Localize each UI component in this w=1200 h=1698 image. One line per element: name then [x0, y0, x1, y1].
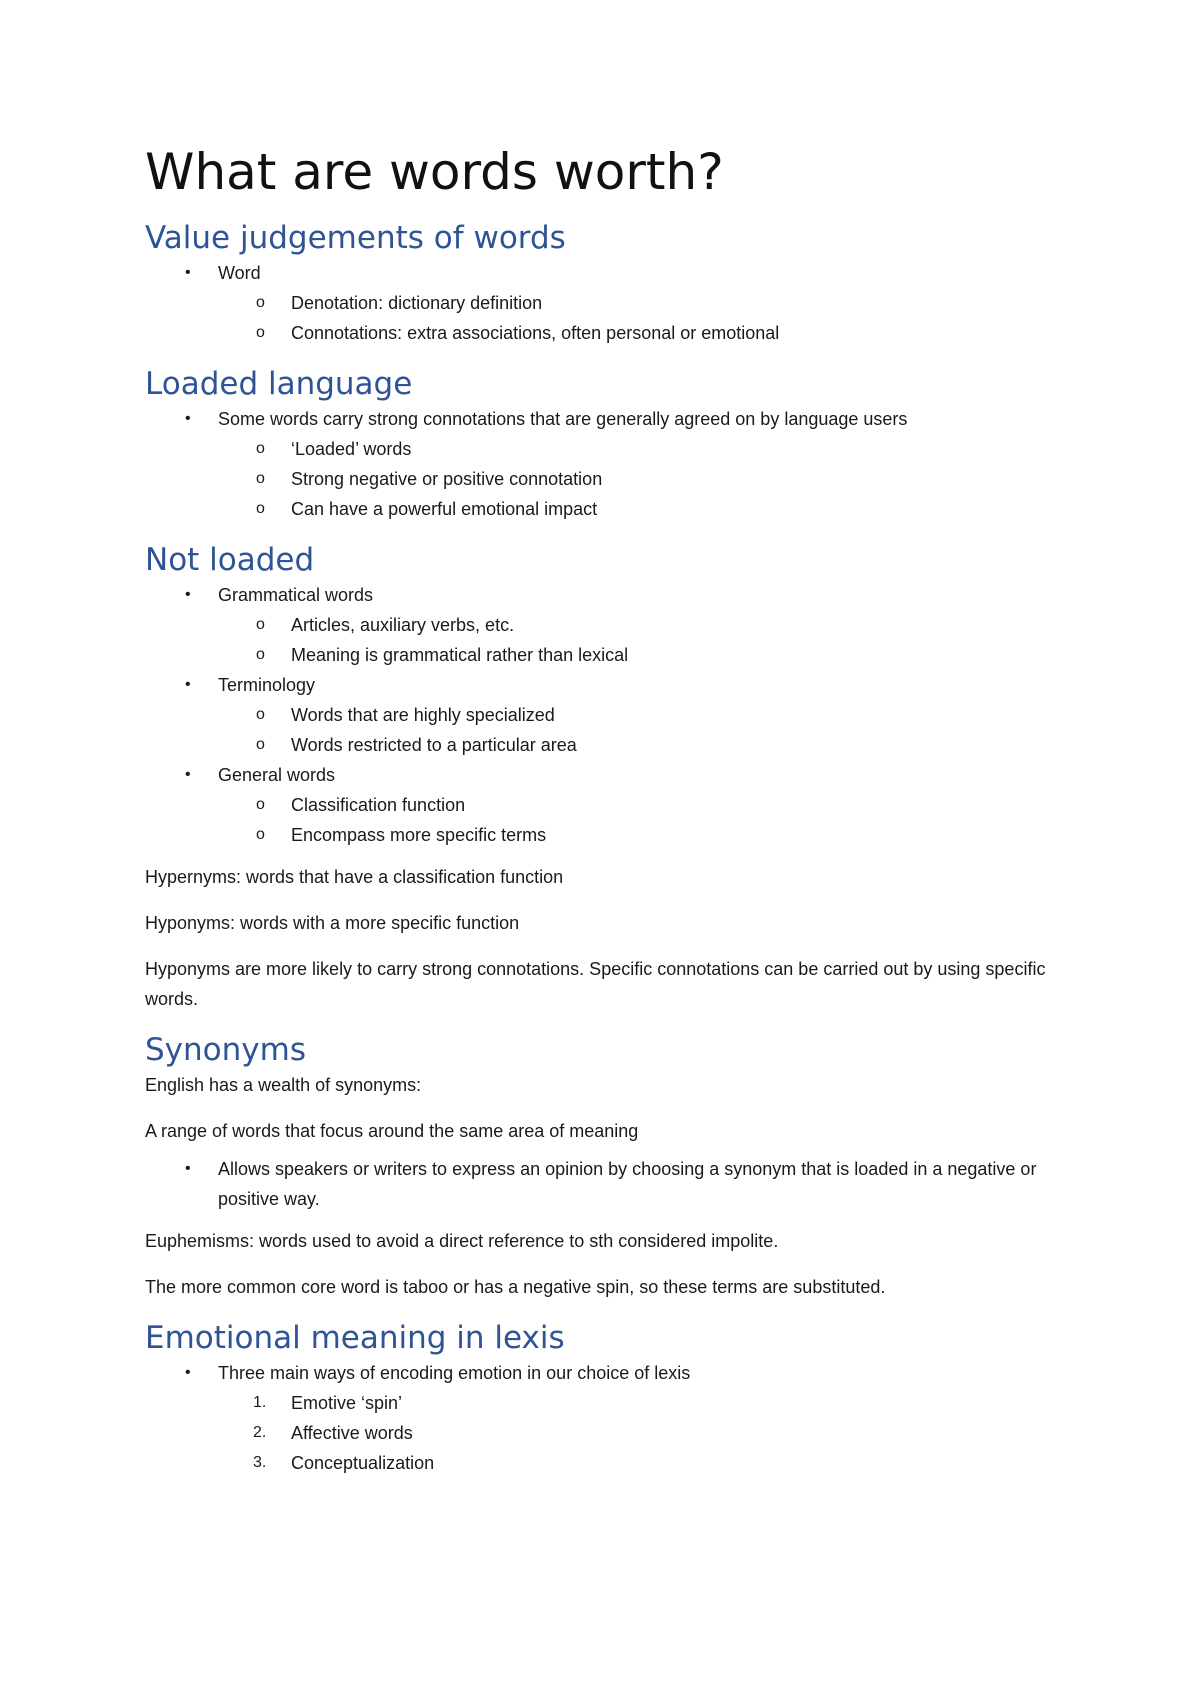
- section-emotional-meaning: [145, 1318, 1065, 1478]
- paragraph-hypernyms: Hypernyms: words that have a classification function: [145, 867, 564, 887]
- paragraph-core-word: The more common core word is taboo or has a negative spin, so these terms are substituted.: [145, 1277, 886, 1297]
- bullet-list: [145, 580, 1065, 850]
- list-item: [145, 258, 1065, 288]
- sub-bullet-marker: o: [256, 294, 265, 311]
- list-item-text: Conceptualization: [291, 1453, 435, 1473]
- document-page: [145, 140, 1065, 1494]
- paragraph-hyponyms-connotations: Hyponyms are more likely to carry strong connotations. Specific connotations can be carried out by using specific words.: [145, 959, 1046, 1009]
- sub-bullet-marker: o: [256, 796, 265, 813]
- sub-bullet-marker: o: [256, 470, 265, 487]
- document-title: What are words worth?: [145, 143, 724, 201]
- list-item-text: Grammatical words: [218, 585, 374, 605]
- list-item-text: Articles, auxiliary verbs, etc.: [291, 615, 515, 635]
- numbered-list-item: [145, 1448, 1065, 1478]
- sub-bullet-marker: o: [256, 616, 265, 633]
- number-marker: 1.: [253, 1394, 267, 1411]
- sub-list-item: [145, 288, 1065, 318]
- list-item-text: Allows speakers or writers to express an opinion by choosing a synonym that is loaded in a negative or positive way.: [218, 1159, 1037, 1209]
- paragraph-synonyms-range: A range of words that focus around the same area of meaning: [145, 1121, 639, 1141]
- sub-list-item: [145, 434, 1065, 464]
- list-item: [145, 1358, 1065, 1388]
- list-item: [145, 760, 1065, 790]
- bullet-marker: •: [185, 1160, 191, 1177]
- list-item: [145, 404, 1065, 434]
- bullet-marker: •: [185, 676, 191, 693]
- list-item-text: Connotations: extra associations, often personal or emotional: [291, 323, 780, 343]
- sub-list-item: [145, 820, 1065, 850]
- sub-bullet-marker: o: [256, 706, 265, 723]
- list-item-text: Strong negative or positive connotation: [291, 469, 603, 489]
- section-not-loaded: [145, 540, 1065, 1014]
- bullet-marker: •: [185, 264, 191, 281]
- paragraph-hyponyms: Hyponyms: words with a more specific function: [145, 913, 520, 933]
- list-item-text: Affective words: [291, 1423, 413, 1443]
- bullet-list: [145, 1358, 1065, 1478]
- bullet-marker: •: [185, 586, 191, 603]
- sub-list-item: [145, 700, 1065, 730]
- paragraph-synonyms-wealth: English has a wealth of synonyms:: [145, 1075, 422, 1095]
- bullet-list: [145, 404, 1065, 524]
- sub-list-item: [145, 640, 1065, 670]
- list-item-text: Word: [218, 263, 261, 283]
- list-item: [145, 1154, 1065, 1214]
- list-item: [145, 670, 1065, 700]
- sub-list-item: [145, 494, 1065, 524]
- number-marker: 3.: [253, 1454, 267, 1471]
- heading-not-loaded: Not loaded: [145, 542, 315, 578]
- bullet-list: [145, 258, 1065, 348]
- sub-list-item: [145, 464, 1065, 494]
- list-item-text: General words: [218, 765, 336, 785]
- sub-bullet-marker: o: [256, 500, 265, 517]
- bullet-marker: •: [185, 410, 191, 427]
- heading-emotional-meaning: Emotional meaning in lexis: [145, 1320, 565, 1356]
- list-item-text: Terminology: [218, 675, 316, 695]
- list-item: [145, 580, 1065, 610]
- section-value-judgements: [145, 218, 1065, 348]
- numbered-list-item: [145, 1388, 1065, 1418]
- list-item-text: Some words carry strong connotations that are generally agreed on by language users: [218, 409, 908, 429]
- paragraph-euphemisms: Euphemisms: words used to avoid a direct reference to sth considered impolite.: [145, 1231, 779, 1251]
- number-marker: 2.: [253, 1424, 267, 1441]
- bullet-marker: •: [185, 1364, 191, 1381]
- sub-list-item: [145, 730, 1065, 760]
- bullet-list: [145, 1154, 1065, 1214]
- list-item-text: Can have a powerful emotional impact: [291, 499, 598, 519]
- list-item-text: Emotive ‘spin’: [291, 1393, 403, 1413]
- sub-bullet-marker: o: [256, 440, 265, 457]
- heading-value-judgements: Value judgements of words: [145, 220, 566, 256]
- list-item-text: Denotation: dictionary definition: [291, 293, 543, 313]
- list-item-text: Classification function: [291, 795, 466, 815]
- section-loaded-language: [145, 364, 1065, 524]
- list-item-text: Words restricted to a particular area: [291, 735, 577, 755]
- sub-bullet-marker: o: [256, 646, 265, 663]
- heading-synonyms: Synonyms: [145, 1032, 306, 1068]
- sub-bullet-marker: o: [256, 324, 265, 341]
- sub-list-item: [145, 610, 1065, 640]
- sub-bullet-marker: o: [256, 736, 265, 753]
- numbered-list-item: [145, 1418, 1065, 1448]
- list-item-text: Three main ways of encoding emotion in our choice of lexis: [218, 1363, 691, 1383]
- sub-list-item: [145, 318, 1065, 348]
- list-item-text: Words that are highly specialized: [291, 705, 555, 725]
- bullet-marker: •: [185, 766, 191, 783]
- sub-bullet-marker: o: [256, 826, 265, 843]
- list-item-text: ‘Loaded’ words: [291, 439, 412, 459]
- list-item-text: Meaning is grammatical rather than lexical: [291, 645, 629, 665]
- list-item-text: Encompass more specific terms: [291, 825, 547, 845]
- sub-list-item: [145, 790, 1065, 820]
- heading-loaded-language: Loaded language: [145, 366, 413, 402]
- section-synonyms: [145, 1030, 1065, 1302]
